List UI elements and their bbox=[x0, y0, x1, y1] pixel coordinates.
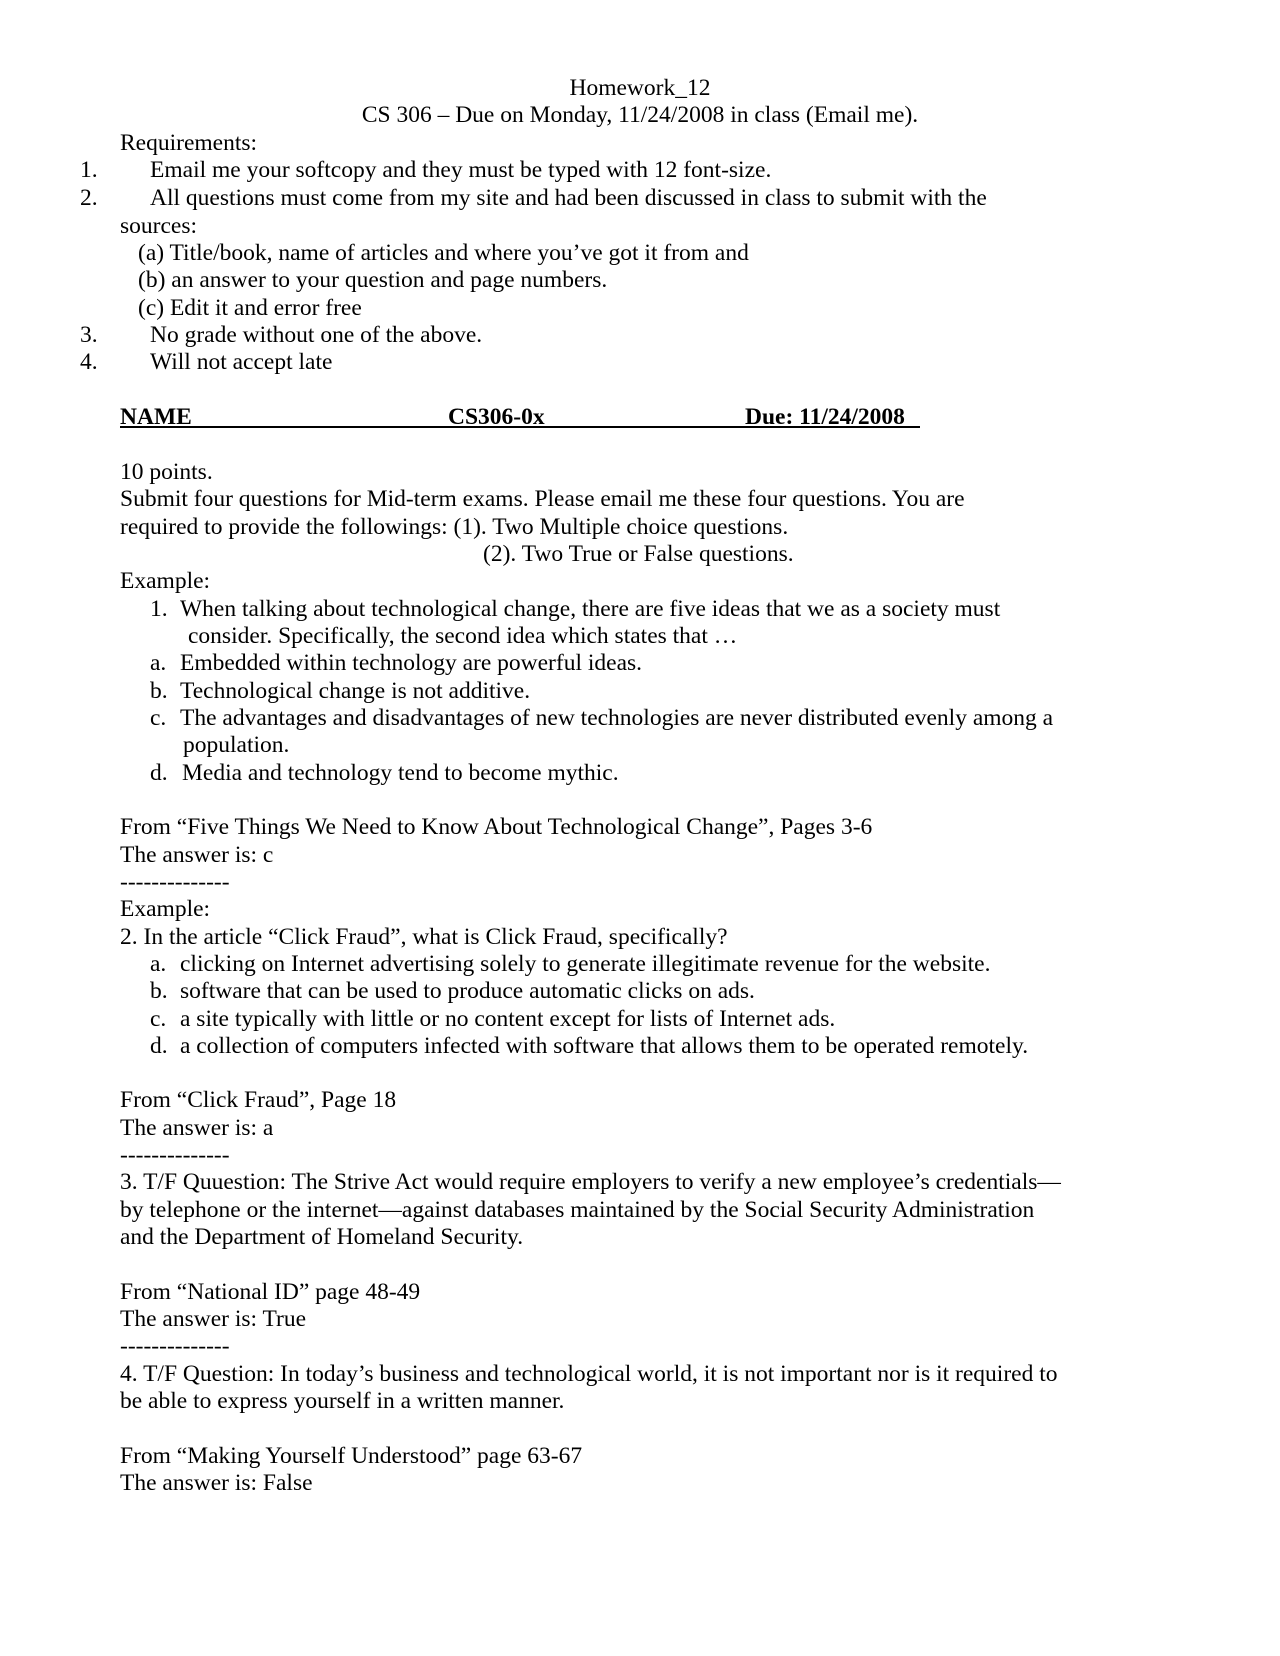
option-letter: a. bbox=[150, 650, 167, 676]
question-text-continued: and the Department of Homeland Security. bbox=[120, 1224, 524, 1250]
document-subtitle: CS 306 – Due on Monday, 11/24/2008 in class (Email me). bbox=[361, 102, 919, 128]
course-label: CS306-0x bbox=[448, 404, 545, 430]
example-label: Example: bbox=[120, 568, 211, 594]
answer-text: The answer is: c bbox=[120, 842, 274, 868]
requirement-sub-item: (c) Edit it and error free bbox=[138, 295, 362, 321]
option-letter: d. bbox=[150, 1033, 168, 1059]
option-text: software that can be used to produce automatic clicks on ads. bbox=[180, 978, 755, 1004]
requirements-heading: Requirements: bbox=[120, 130, 258, 156]
option-letter: c. bbox=[150, 1006, 167, 1032]
instruction-line: Submit four questions for Mid-term exams. Please email me these four questions. You are bbox=[120, 486, 965, 512]
source-text: From “Five Things We Need to Know About Technological Change”, Pages 3-6 bbox=[120, 814, 873, 840]
requirement-number: 3. bbox=[80, 322, 98, 348]
instruction-line: (2). Two True or False questions. bbox=[483, 541, 794, 567]
option-text: Technological change is not additive. bbox=[180, 678, 531, 704]
source-text: From “Making Yourself Understood” page 63-67 bbox=[120, 1443, 583, 1469]
document-title: Homework_12 bbox=[569, 75, 711, 101]
separator: -------------- bbox=[120, 1142, 230, 1168]
option-text: Media and technology tend to become mythic. bbox=[182, 760, 619, 786]
question-text-continued: be able to express yourself in a written manner. bbox=[120, 1388, 565, 1414]
separator: -------------- bbox=[120, 1333, 230, 1359]
requirement-number: 1. bbox=[80, 157, 98, 183]
instruction-line: required to provide the followings: (1). Two Multiple choice questions. bbox=[120, 514, 789, 540]
example-label: Example: bbox=[120, 896, 211, 922]
question-text-continued: consider. Specifically, the second idea which states that … bbox=[188, 623, 738, 649]
option-letter: a. bbox=[150, 951, 167, 977]
requirement-text: No grade without one of the above. bbox=[150, 322, 483, 348]
requirement-sub-item: (a) Title/book, name of articles and where you’ve got it from and bbox=[138, 240, 749, 266]
source-text: From “National ID” page 48-49 bbox=[120, 1279, 421, 1305]
requirement-number: 2. bbox=[80, 185, 98, 211]
question-number: 1. bbox=[150, 596, 168, 622]
question-text: When talking about technological change, there are five ideas that we as a society must bbox=[180, 596, 1001, 622]
points-text: 10 points. bbox=[120, 459, 213, 485]
requirement-text: Will not accept late bbox=[150, 349, 333, 375]
requirement-text-continued: sources: bbox=[120, 213, 198, 239]
requirement-sub-item: (b) an answer to your question and page numbers. bbox=[138, 267, 608, 293]
option-letter: c. bbox=[150, 705, 167, 731]
option-text: a collection of computers infected with software that allows them to be operated remotely. bbox=[180, 1033, 1029, 1059]
option-letter: b. bbox=[150, 678, 168, 704]
option-text: The advantages and disadvantages of new technologies are never distributed evenly among a bbox=[180, 705, 1054, 731]
answer-text: The answer is: True bbox=[120, 1306, 307, 1332]
requirement-text: All questions must come from my site and had been discussed in class to submit with the bbox=[150, 185, 987, 211]
answer-text: The answer is: False bbox=[120, 1470, 313, 1496]
name-course-due-line bbox=[120, 403, 920, 431]
option-text: Embedded within technology are powerful ideas. bbox=[180, 650, 643, 676]
question-text: 3. T/F Quuestion: The Strive Act would require employers to verify a new employee’s credentials— bbox=[120, 1169, 1061, 1195]
question-text: 4. T/F Question: In today’s business and technological world, it is not important nor is it required to bbox=[120, 1361, 1058, 1387]
requirement-number: 4. bbox=[80, 349, 98, 375]
option-text: a site typically with little or no content except for lists of Internet ads. bbox=[180, 1006, 836, 1032]
requirement-text: Email me your softcopy and they must be typed with 12 font-size. bbox=[150, 157, 772, 183]
separator: -------------- bbox=[120, 869, 230, 895]
answer-text: The answer is: a bbox=[120, 1115, 274, 1141]
option-text-continued: population. bbox=[183, 732, 290, 758]
question-text-continued: by telephone or the internet—against databases maintained by the Social Security Administration bbox=[120, 1197, 1035, 1223]
source-text: From “Click Fraud”, Page 18 bbox=[120, 1087, 397, 1113]
question-text: 2. In the article “Click Fraud”, what is Click Fraud, specifically? bbox=[120, 924, 728, 950]
name-label: NAME bbox=[120, 404, 192, 430]
option-letter: b. bbox=[150, 978, 168, 1004]
due-label: Due: 11/24/2008 bbox=[745, 404, 905, 430]
option-letter: d. bbox=[150, 760, 168, 786]
option-text: clicking on Internet advertising solely to generate illegitimate revenue for the website. bbox=[180, 951, 991, 977]
